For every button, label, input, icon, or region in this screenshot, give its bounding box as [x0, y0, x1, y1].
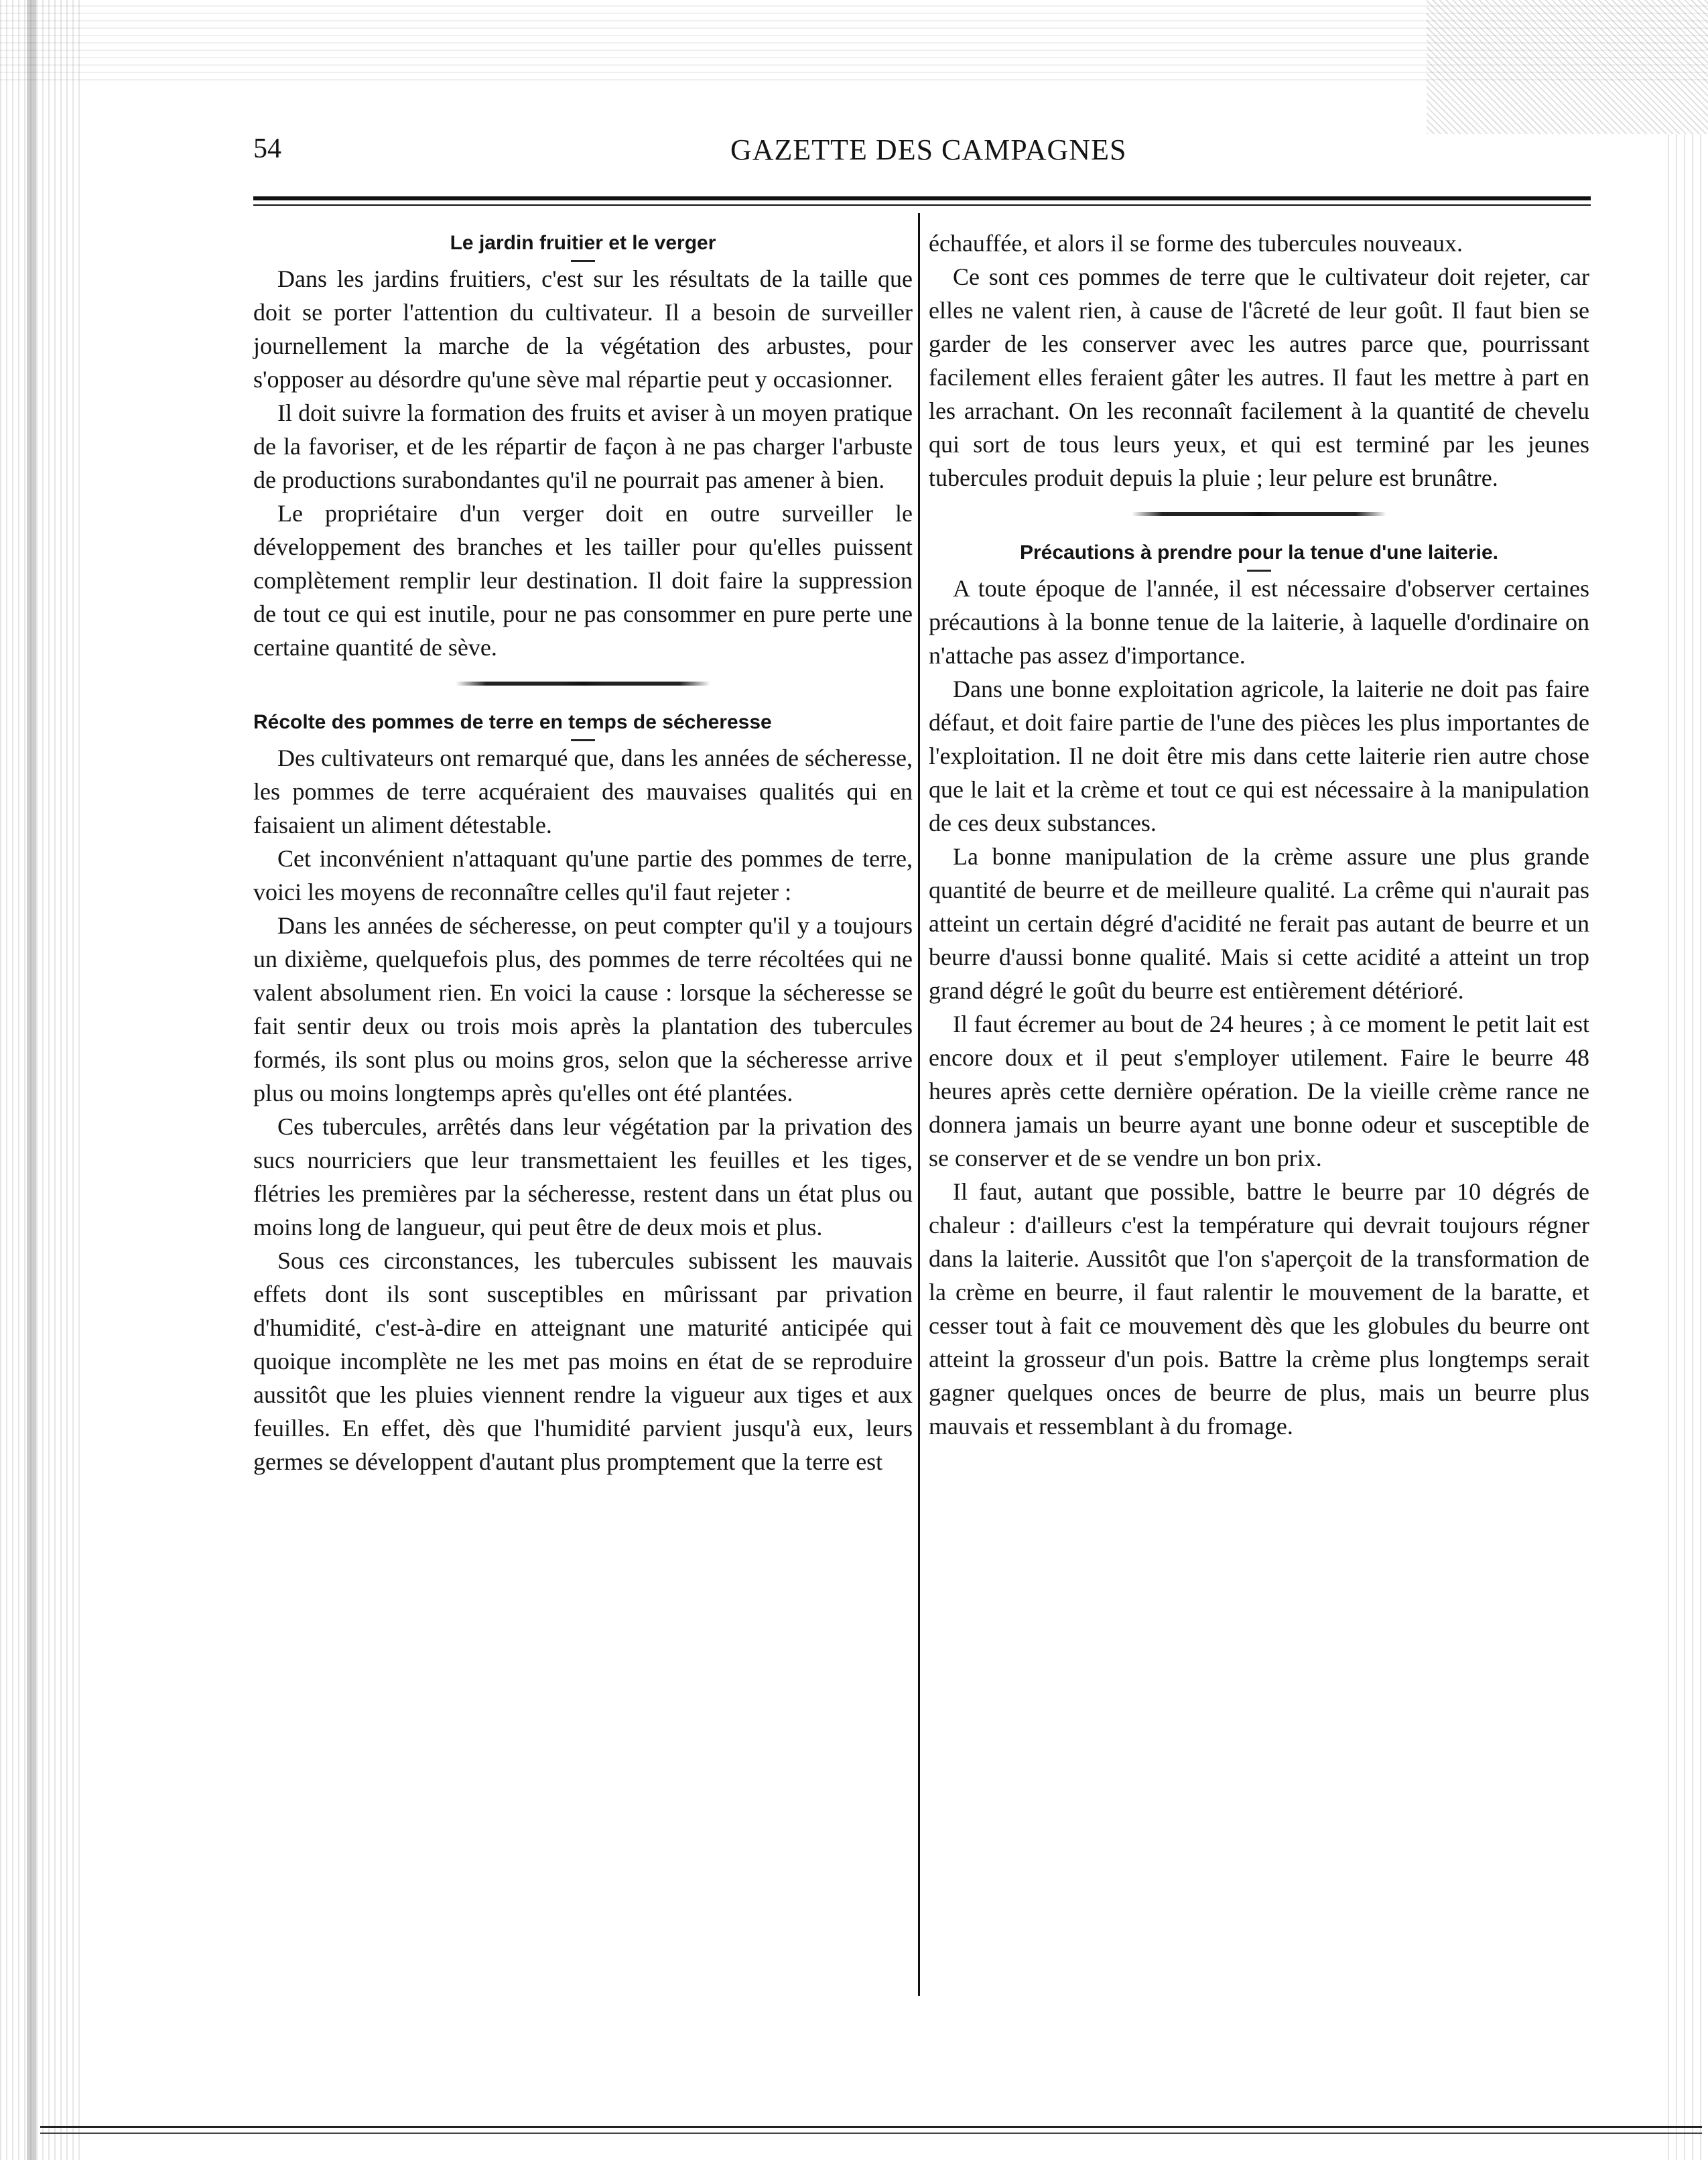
running-head: GAZETTE DES CAMPAGNES — [730, 133, 1127, 166]
paragraph: Ces tubercules, arrêtés dans leur végétation par la privation des sucs nourriciers que leur transmettaient les feuilles et les tiges, flétries les premières par la sécheresse, restent dans un état plus ou moins long de langueur, qui peut être de deux mois et plus. — [253, 1113, 913, 1241]
article-title-laiterie: Précautions à prendre pour la tenue d'une laiterie. — [1020, 542, 1498, 564]
paragraph: La bonne manipulation de la crème assure une plus grande quantité de beurre et de meilleure qualité. La crême qui n'aurait pas atteint un certain dégré d'acidité ne ferait pas autant de beurre et un beurre d'aussi bonne qualité. Mais si cette acidité a atteint un trop grand dégré le goût du beurre est entièrement détérioré. — [929, 843, 1589, 1004]
paragraph: Des cultivateurs ont remarqué que, dans les années de sécheresse, les pommes de terre acquéraient des mauvaises qualités qui en faisaient un aliment détestable. — [253, 745, 913, 838]
paragraph: échauffée, et alors il se forme des tubercules nouveaux. — [929, 230, 1463, 257]
scan-edge-right — [1668, 134, 1708, 2160]
page-bottom-rule-thin — [40, 2133, 1702, 2134]
section-ornament — [456, 682, 710, 686]
scan-edge-top-right — [1427, 0, 1708, 134]
section-ornament — [1132, 512, 1386, 516]
paragraph: Sous ces circonstances, les tubercules subissent les mauvais effets dont ils sont susceptibles en mûrissant par privation d'humidité, c'est-à-dire en atteignant une maturité anticipée qui quoique incomplète ne les met pas moins en état de se reproduire aussitôt que les pluies viennent rendre la vigueur aux tiges et aux feuilles. En effet, dès que l'humidité parvient jusqu'à eux, leurs germes se développent d'autant plus promptement que la terre est — [253, 1247, 913, 1475]
article-title-jardin: Le jardin fruitier et le verger — [450, 232, 716, 254]
article-title-recolte: Récolte des pommes de terre en temps de sécheresse — [253, 711, 772, 733]
paragraph: Dans les années de sécheresse, on peut compter qu'il y a toujours un dixième, quelquefois plus, des pommes de terre récoltées qui ne valent absolument rien. En voici la cause : lorsque la sécheresse se fait sentir deux ou trois mois après la plantation des tubercules formés, ils sont plus ou moins gros, selon que la sécheresse arrive plus ou moins longtemps après qu'elles ont été plantées. — [253, 912, 913, 1106]
paragraph: Dans une bonne exploitation agricole, la laiterie ne doit pas faire défaut, et doit faire partie de l'une des pièces les plus importantes de l'exploitation. Il ne doit être mis dans cette laiterie rien autre chose que le lait et la crème et tout ce qui est nécessaire à la manipulation de ces deux substances. — [929, 676, 1589, 836]
scan-edge-left — [0, 0, 80, 2160]
header-rule-thick — [253, 196, 1591, 200]
paragraph: A toute époque de l'année, il est nécessaire d'observer certaines précautions à la bonne tenue de la laiterie, à laquelle d'ordinaire on n'attache pas assez d'importance. — [929, 575, 1589, 669]
paragraph: Le propriétaire d'un verger doit en outre surveiller le développement des branches et les tailler pour qu'elles puissent complètement remplir leur destination. Il doit faire la suppression de tout ce qui est inutile, pour ne pas consommer en pure perte une certaine quantité de sève. — [253, 500, 913, 661]
paragraph: Ce sont ces pommes de terre que le cultivateur doit rejeter, car elles ne valent rien, à cause de l'âcreté de leur goût. Il faut bien se garder de les conserver avec les autres parce que, pourrissant facilement elles feraient gâter les autres. Il faut les mettre à part en les arrachant. On les reconnaît facilement à la quantité de chevelu qui sort de tous leurs yeux, et qui est terminé par les jeunes tubercules produit depuis la pluie ; leur pelure est brunâtre. — [929, 263, 1589, 491]
paragraph: Il faut, autant que possible, battre le beurre par 10 dégrés de chaleur : d'ailleurs c'est la température qui devrait toujours régner dans la laiterie. Aussitôt que l'on s'aperçoit de la transformation de la crème en beurre, il faut ralentir le mouvement de la baratte, et cesser tout à fait ce mouvement dès que les globules du beurre ont atteint la grosseur d'un pois. Battre la crème plus longtemps serait gagner quelques onces de beurre de plus, mais un beurre plus mauvais et ressemblant à du fromage. — [929, 1178, 1589, 1440]
paragraph: Il faut écremer au bout de 24 heures ; à ce moment le petit lait est encore doux et il peut s'employer utilement. Faire le beurre 48 heures après cette dernière opération. De la vieille crème rance ne donnera jamais un beurre ayant une bonne odeur et susceptible de se conserver et de se vendre un bon prix. — [929, 1011, 1589, 1171]
left-column — [253, 227, 913, 1478]
page-bottom-rule — [40, 2126, 1702, 2128]
paragraph: Dans les jardins fruitiers, c'est sur les résultats de la taille que doit se porter l'attention du cultivateur. Il a besoin de surveiller journellement la marche de la végétation des arbustes, pour s'opposer au désordre qu'une sève mal répartie peut y occasionner. — [253, 265, 913, 393]
right-column — [929, 227, 1589, 1443]
page-number: 54 — [253, 133, 281, 164]
header-rule-thin — [253, 204, 1591, 206]
column-divider — [918, 213, 920, 1996]
paragraph: Cet inconvénient n'attaquant qu'une partie des pommes de terre, voici les moyens de reconnaître celles qu'il faut rejeter : — [253, 845, 913, 905]
paragraph: Il doit suivre la formation des fruits et aviser à un moyen pratique de la favoriser, et de les répartir de façon à ne pas charger l'arbuste de productions surabondantes qu'il ne pourrait pas amener à bien. — [253, 399, 913, 493]
